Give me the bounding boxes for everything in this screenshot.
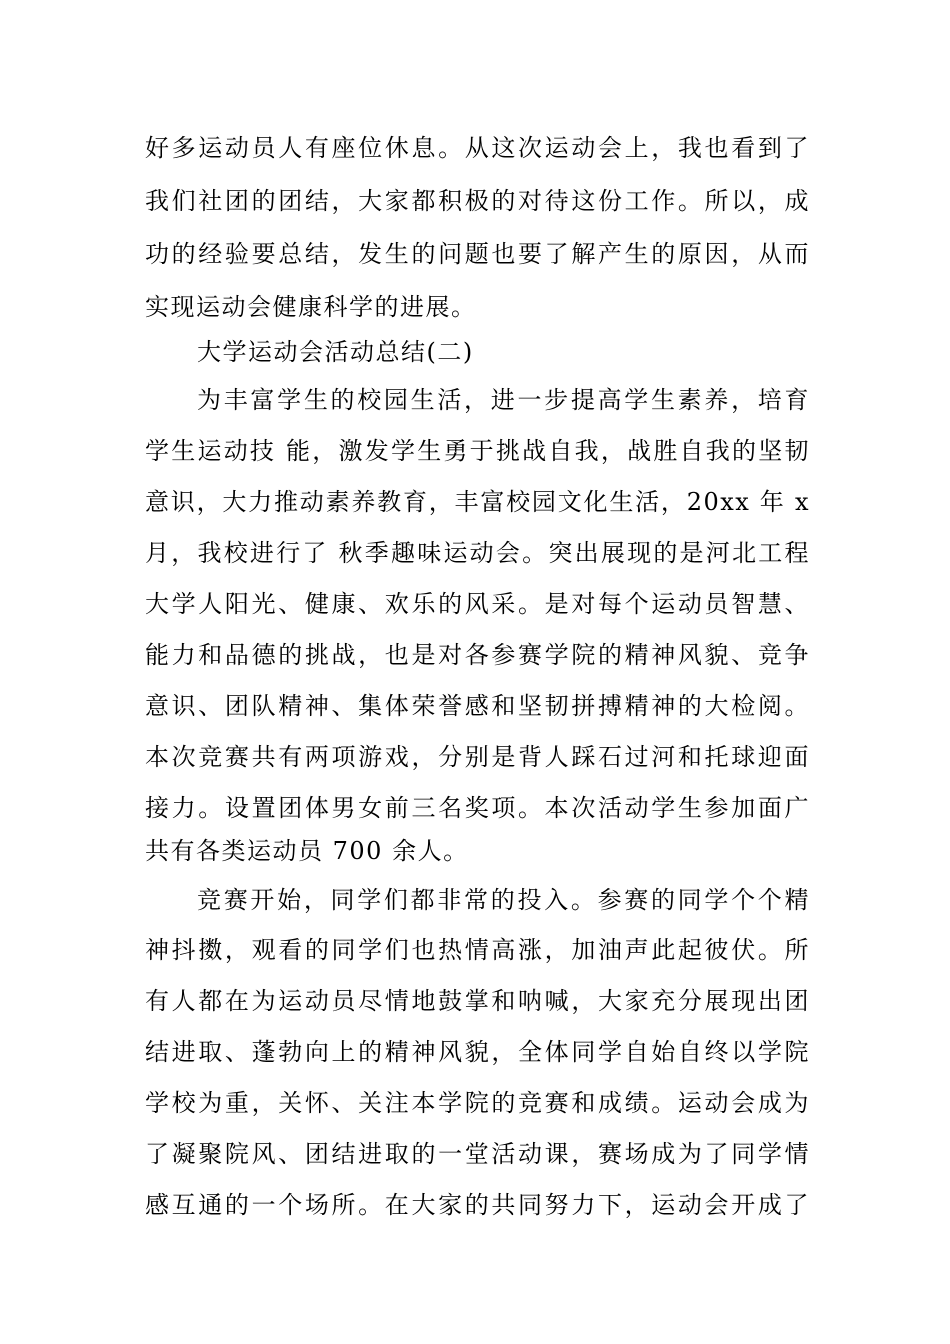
text-line: 接力。设置团体男女前三名奖项。本次活动学生参加面广 [145, 794, 810, 822]
text-line: 学生运动技 能，激发学生勇于挑战自我，战胜自我的坚韧 [145, 437, 810, 465]
text-line: 本次竞赛共有两项游戏，分别是背人踩石过河和托球迎面 [145, 743, 810, 771]
section-heading: 大学运动会活动总结(二) [197, 338, 474, 366]
text-line: 结进取、蓬勃向上的精神风貌，全体同学自始自终以学院 [145, 1038, 810, 1066]
text-line: 实现运动会健康科学的进展。 [145, 293, 477, 321]
text-line: 感互通的一个场所。在大家的共同努力下，运动会开成了 [145, 1191, 810, 1219]
text-line: 月，我校进行了 秋季趣味运动会。突出展现的是河北工程 [145, 539, 810, 567]
text-line: 意识，大力推动素养教育，丰富校园文化生活，20xx 年 x [145, 488, 810, 516]
text-line: 好多运动员人有座位休息。从这次运动会上，我也看到了 [145, 134, 810, 162]
text-line: 竞赛开始，同学们都非常的投入。参赛的同学个个精 [197, 886, 810, 914]
text-line: 我们社团的团结，大家都积极的对待这份工作。所以，成 [145, 187, 810, 215]
text-line: 为丰富学生的校园生活，进一步提高学生素养，培育 [197, 386, 810, 414]
text-line: 共有各类运动员 700 余人。 [145, 837, 469, 865]
text-line: 有人都在为运动员尽情地鼓掌和呐喊，大家充分展现出团 [145, 987, 810, 1015]
text-line: 功的经验要总结，发生的问题也要了解产生的原因，从而 [145, 240, 810, 268]
text-line: 能力和品德的挑战，也是对各参赛学院的精神风貌、竞争 [145, 641, 810, 669]
text-line: 了凝聚院风、团结进取的一堂活动课，赛场成为了同学情 [145, 1140, 810, 1168]
text-line: 学校为重，关怀、关注本学院的竞赛和成绩。运动会成为 [145, 1089, 810, 1117]
text-line: 大学人阳光、健康、欢乐的风采。是对每个运动员智慧、 [145, 590, 810, 618]
text-line: 神抖擞，观看的同学们也热情高涨，加油声此起彼伏。所 [145, 936, 810, 964]
text-line: 意识、团队精神、集体荣誉感和坚韧拼搏精神的大检阅。 [145, 692, 810, 720]
